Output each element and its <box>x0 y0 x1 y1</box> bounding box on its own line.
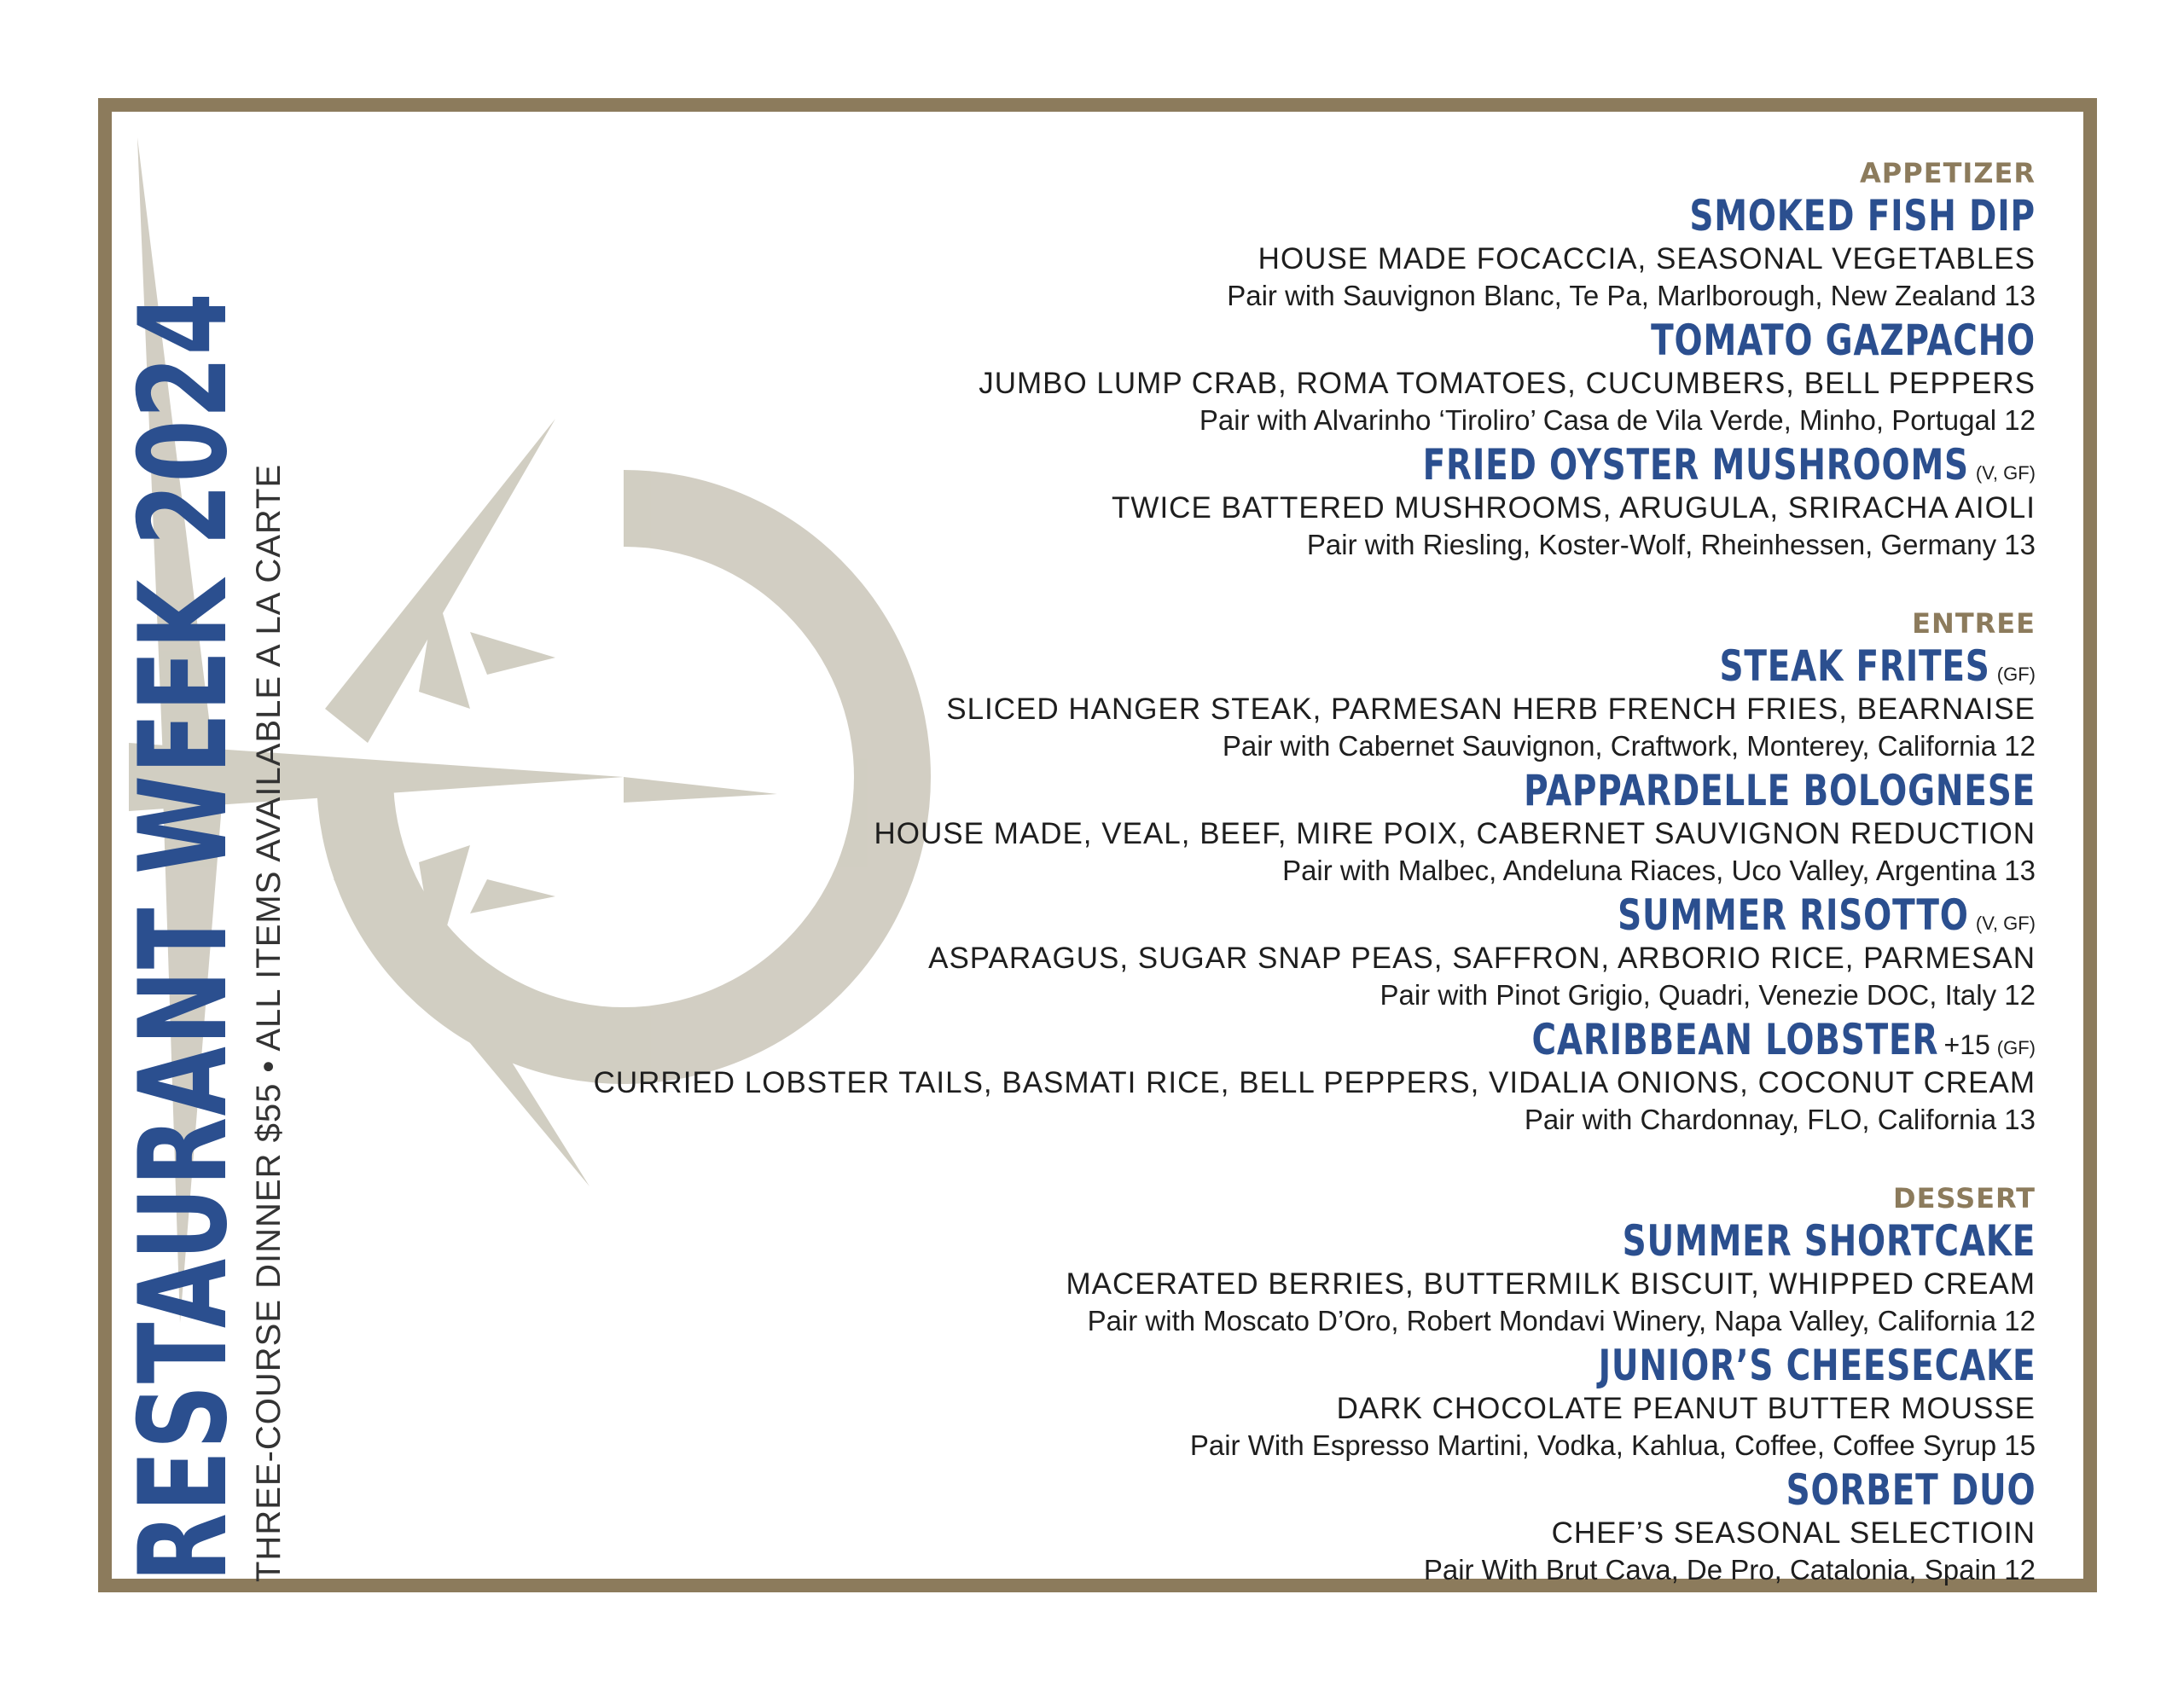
item-name: SMOKED FISH DIP <box>1689 191 2036 241</box>
wine-pairing: Pair with Sauvignon Blanc, Te Pa, Marlborough, New Zealand 13 <box>1227 280 2036 311</box>
item-name: STEAK FRITES <box>1719 641 1990 691</box>
wine-pairing: Pair with Riesling, Koster-Wolf, Rheinhessen, Germany 13 <box>1306 529 2036 560</box>
item-name: SORBET DUO <box>1786 1465 2036 1515</box>
menu-item <box>415 1465 2036 1588</box>
item-name: JUNIOR’S CHEESECAKE <box>1598 1341 2036 1390</box>
item-description: DARK CHOCOLATE PEANUT BUTTER MOUSSE <box>1336 1392 2036 1425</box>
item-description: ASPARAGUS, SUGAR SNAP PEAS, SAFFRON, ARBORIO RICE, PARMESAN <box>928 942 2036 975</box>
item-surcharge: +15 <box>1943 1029 1990 1060</box>
wine-pairing: Pair with Chardonnay, FLO, California 13 <box>1524 1104 2036 1135</box>
section-entree <box>415 606 2036 1138</box>
section-appetizer <box>415 155 2036 563</box>
section-label: DESSERT <box>1893 1182 2036 1215</box>
menu-item <box>415 1015 2036 1138</box>
menu-item <box>415 191 2036 314</box>
section-dessert <box>415 1180 2036 1588</box>
item-name: SUMMER RISOTTO <box>1618 890 1969 940</box>
wine-pairing: Pair with Cabernet Sauvignon, Craftwork, Monterey, California 12 <box>1222 730 2036 762</box>
item-description: SLICED HANGER STEAK, PARMESAN HERB FRENCH FRIES, BEARNAISE <box>946 693 2036 726</box>
dinner-price-subline: THREE-COURSE DINNER $55 • ALL ITEMS AVAILABLE A LA CARTE <box>250 463 288 1582</box>
item-name: FRIED OYSTER MUSHROOMS <box>1422 440 1969 490</box>
item-name: SUMMER SHORTCAKE <box>1622 1216 2036 1266</box>
menu-content <box>415 155 2036 1631</box>
item-description: HOUSE MADE, VEAL, BEEF, MIRE POIX, CABERNET SAUVIGNON REDUCTION <box>874 817 2036 850</box>
item-name: PAPPARDELLE BOLOGNESE <box>1524 766 2036 815</box>
item-description: MACERATED BERRIES, BUTTERMILK BISCUIT, WHIPPED CREAM <box>1066 1267 2036 1301</box>
menu-item <box>415 440 2036 563</box>
section-label: APPETIZER <box>1860 157 2036 189</box>
wine-pairing: Pair with Malbec, Andeluna Riaces, Uco Valley, Argentina 13 <box>1282 855 2036 886</box>
item-name: CARIBBEAN LOBSTER <box>1531 1015 1939 1064</box>
item-name: TOMATO GAZPACHO <box>1651 316 2036 365</box>
menu-item <box>415 641 2036 764</box>
dietary-tag: (GF) <box>1996 1037 2036 1058</box>
wine-pairing: Pair With Espresso Martini, Vodka, Kahlua, Coffee, Coffee Syrup 15 <box>1189 1429 2036 1461</box>
section-label: ENTREE <box>1912 607 2036 640</box>
dietary-tag: (GF) <box>1996 664 2036 685</box>
wine-pairing: Pair With Brut Cava, De Pro, Catalonia, Spain 12 <box>1423 1554 2036 1586</box>
menu-item <box>415 316 2036 438</box>
wine-pairing: Pair with Pinot Grigio, Quadri, Venezie DOC, Italy 12 <box>1380 979 2036 1011</box>
item-description: JUMBO LUMP CRAB, ROMA TOMATOES, CUCUMBERS, BELL PEPPERS <box>979 367 2036 400</box>
item-description: TWICE BATTERED MUSHROOMS, ARUGULA, SRIRACHA AIOLI <box>1112 491 2036 525</box>
dietary-tag: (V, GF) <box>1975 462 2036 484</box>
side-title <box>113 200 288 1582</box>
wine-pairing: Pair with Moscato D’Oro, Robert Mondavi Winery, Napa Valley, California 12 <box>1087 1305 2036 1336</box>
item-description: CURRIED LOBSTER TAILS, BASMATI RICE, BELL PEPPERS, VIDALIA ONIONS, COCONUT CREAM <box>593 1066 2036 1099</box>
menu-item <box>415 766 2036 889</box>
item-description: CHEF’S SEASONAL SELECTIOIN <box>1551 1516 2036 1550</box>
restaurant-week-headline: RESTAURANT WEEK 2024 <box>113 291 254 1582</box>
menu-item <box>415 1216 2036 1339</box>
item-description: HOUSE MADE FOCACCIA, SEASONAL VEGETABLES <box>1258 242 2036 275</box>
menu-item <box>415 890 2036 1013</box>
menu-item <box>415 1341 2036 1464</box>
wine-pairing: Pair with Alvarinho ‘Tiroliro’ Casa de Vila Verde, Minho, Portugal 12 <box>1199 404 2036 436</box>
dietary-tag: (V, GF) <box>1975 913 2036 934</box>
